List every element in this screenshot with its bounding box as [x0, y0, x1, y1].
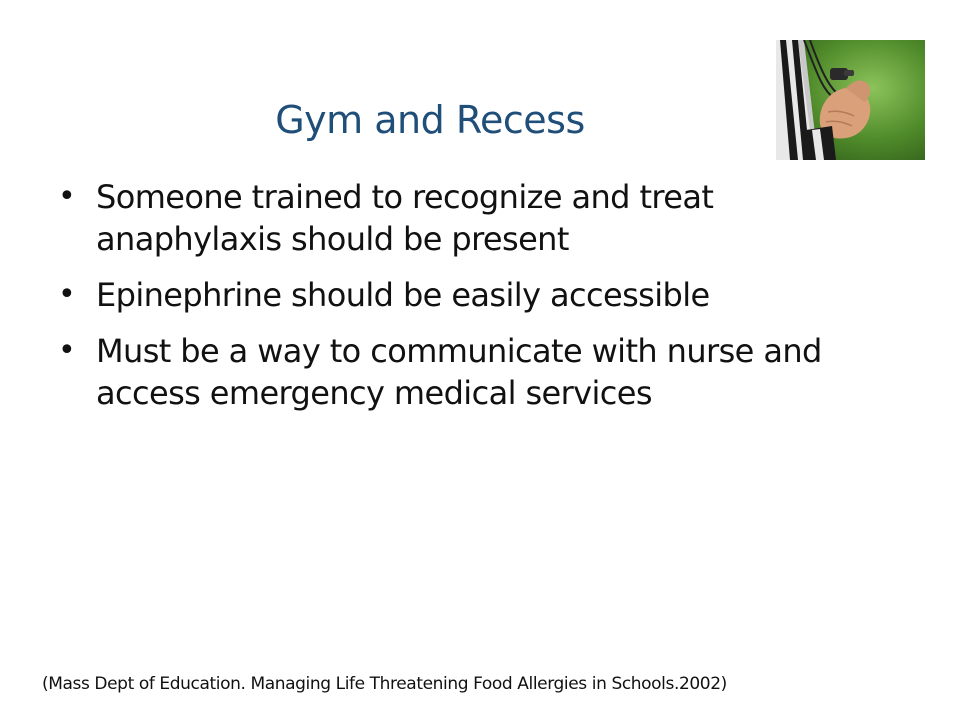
bullet-text: Must be a way to communicate with nurse and access emergency medical services	[96, 332, 822, 412]
bullet-item	[58, 330, 878, 414]
referee-whistle-photo	[776, 40, 925, 160]
bullet-text: Epinephrine should be easily accessible	[96, 276, 710, 314]
bullet-item	[58, 176, 878, 260]
bullet-marker: •	[58, 179, 76, 214]
bullet-text: Someone trained to recognize and treat anaphylaxis should be present	[96, 178, 714, 258]
bullet-item	[58, 274, 878, 316]
bullet-marker: •	[58, 333, 76, 368]
citation-footnote: (Mass Dept of Education. Managing Life Threatening Food Allergies in Schools.2002)	[42, 674, 727, 694]
referee-whistle-image	[776, 40, 925, 160]
bullet-list	[58, 176, 878, 428]
slide-title: Gym and Recess	[275, 98, 585, 142]
bullet-marker: •	[58, 277, 76, 312]
